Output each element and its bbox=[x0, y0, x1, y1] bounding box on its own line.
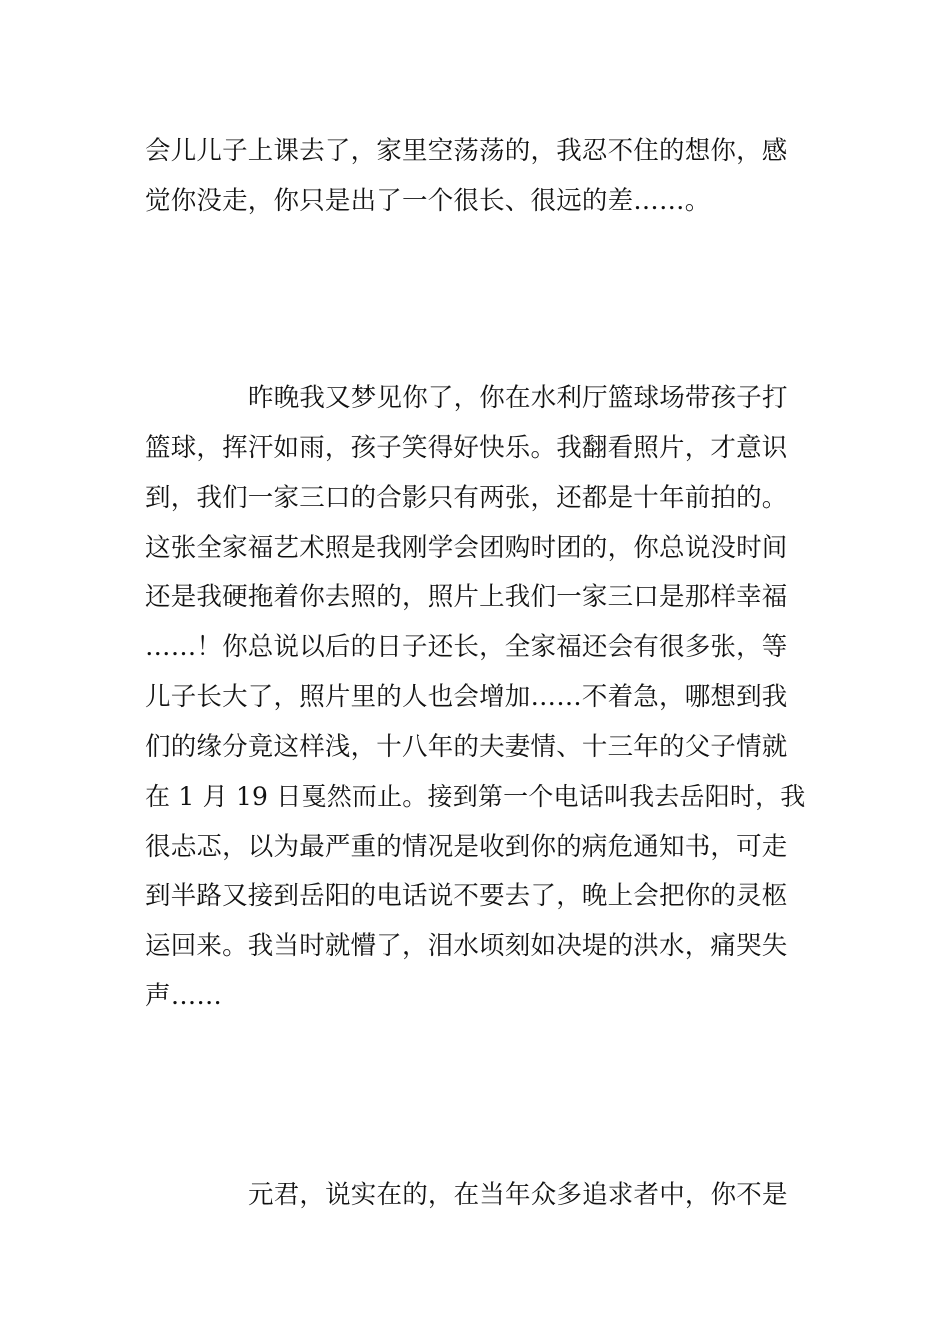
text-line: 运回来。我当时就懵了，泪水顷刻如决堤的洪水，痛哭失 bbox=[145, 931, 788, 961]
text-line: ……！你总说以后的日子还长，全家福还会有很多张，等 bbox=[145, 632, 788, 662]
text-line: 还是我硬拖着你去照的，照片上我们一家三口是那样幸福 bbox=[145, 582, 788, 612]
text-line: 们的缘分竟这样浅，十八年的夫妻情、十三年的父子情就 bbox=[145, 732, 788, 762]
text-line: 到，我们一家三口的合影只有两张，还都是十年前拍的。 bbox=[145, 483, 788, 513]
text-line: 儿子长大了，照片里的人也会增加……不着急，哪想到我 bbox=[145, 682, 788, 712]
text-line: 昨晚我又梦见你了，你在水利厅篮球场带孩子打 bbox=[248, 383, 788, 413]
text-line: 元君，说实在的，在当年众多追求者中，你不是 bbox=[248, 1180, 788, 1210]
text-line: 觉你没走，你只是出了一个很长、很远的差……。 bbox=[145, 186, 711, 216]
text-line: 到半路又接到岳阳的电话说不要去了，晚上会把你的灵柩 bbox=[145, 881, 788, 911]
text-line: 会儿儿子上课去了，家里空荡荡的，我忍不住的想你，感 bbox=[145, 136, 788, 166]
text-line: 很忐忑，以为最严重的情况是收到你的病危通知书，可走 bbox=[145, 832, 788, 862]
text-line: 这张全家福艺术照是我刚学会团购时团的，你总说没时间 bbox=[145, 533, 788, 563]
text-line: 篮球，挥汗如雨，孩子笑得好快乐。我翻看照片，才意识 bbox=[145, 433, 788, 463]
text-line: 声…… bbox=[145, 981, 223, 1011]
text-line: 在 1 月 19 日戛然而止。接到第一个电话叫我去岳阳时，我 bbox=[145, 782, 806, 811]
